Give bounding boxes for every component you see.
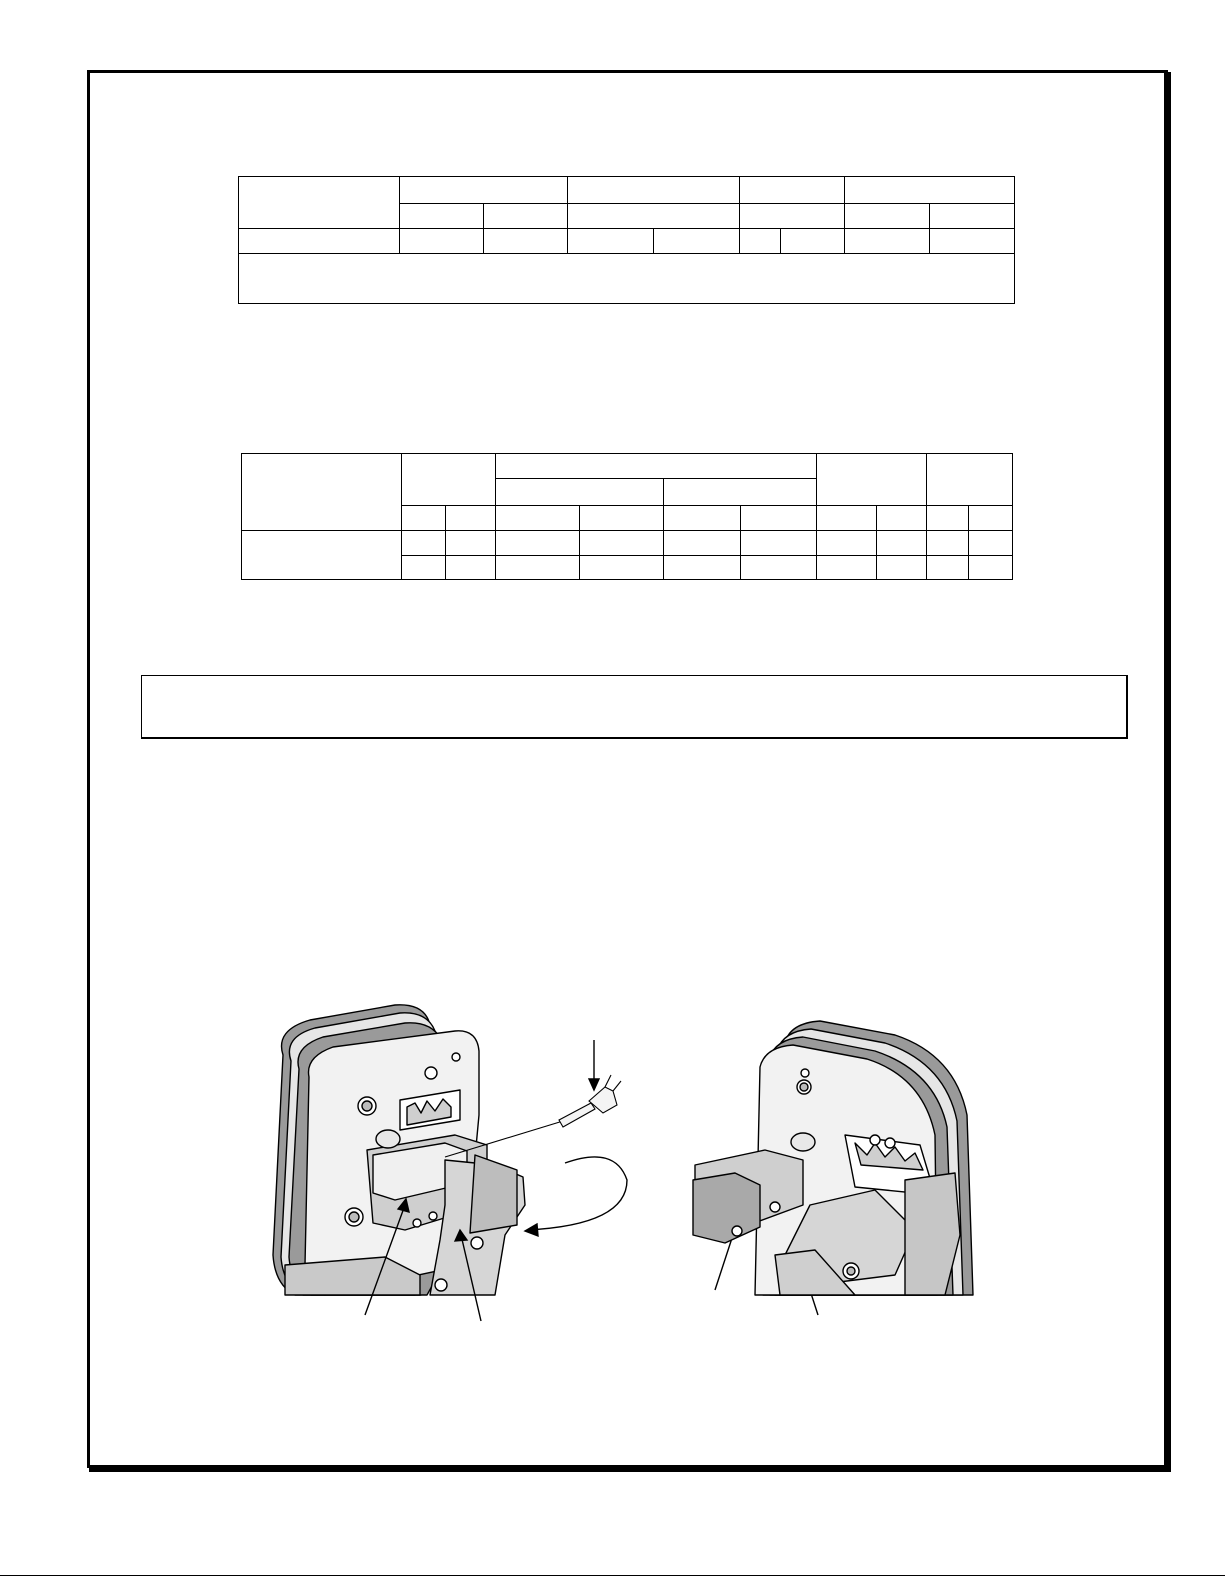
table-row: [239, 177, 1015, 204]
table-cell: [877, 506, 927, 531]
table-cell: [927, 506, 969, 531]
table-cell: [741, 531, 817, 556]
table-cell: [664, 556, 741, 580]
table-cell: [242, 454, 402, 531]
note-box: [141, 675, 1128, 739]
table-cell: [817, 556, 877, 580]
table-row: [242, 454, 1013, 479]
table-cell: [927, 556, 969, 580]
table-cell: [969, 531, 1013, 556]
table-cell: [484, 229, 568, 254]
table-cell: [496, 506, 580, 531]
table-cell: [568, 229, 654, 254]
table-cell: [845, 177, 1015, 204]
table-cell: [817, 506, 877, 531]
table-row: [239, 254, 1015, 304]
table-cell: [654, 229, 740, 254]
table-cell: [817, 454, 927, 506]
table-cell: [740, 204, 845, 229]
table-cell: [664, 506, 741, 531]
page-border-shadow-right: [1164, 72, 1171, 1472]
table-cell: [845, 204, 930, 229]
page-border-shadow-bottom: [89, 1465, 1171, 1472]
table-cell: [845, 229, 930, 254]
table-cell: [496, 531, 580, 556]
table-cell: [580, 506, 664, 531]
right-tool-view: [693, 1021, 973, 1295]
table-cell: [239, 177, 400, 229]
table-cell: [446, 531, 496, 556]
table-cell: [446, 556, 496, 580]
table-note-cell: [239, 254, 1015, 304]
table-cell: [877, 556, 927, 580]
table-cell: [664, 531, 741, 556]
table-cell: [930, 229, 1015, 254]
table-cell: [664, 479, 817, 506]
table-cell: [877, 531, 927, 556]
table-cell: [496, 479, 664, 506]
table-cell: [969, 556, 1013, 580]
spec-table-2: [241, 453, 1013, 580]
table-cell: [740, 177, 845, 204]
table-cell: [239, 229, 400, 254]
table-cell: [402, 531, 446, 556]
table-cell: [580, 556, 664, 580]
crimp-tool-figure: [255, 995, 995, 1340]
table-cell: [446, 506, 496, 531]
table-cell: [400, 229, 484, 254]
table-cell: [740, 229, 781, 254]
left-tool-view: [273, 1005, 525, 1295]
table-cell: [930, 204, 1015, 229]
table-cell: [496, 454, 817, 479]
table-cell: [927, 531, 969, 556]
table-cell: [402, 506, 446, 531]
table-row: [242, 531, 1013, 556]
table-cell: [242, 531, 402, 580]
table-cell: [402, 454, 496, 506]
table-cell: [402, 556, 446, 580]
table-cell: [400, 204, 484, 229]
table-cell: [400, 177, 568, 204]
table-cell: [969, 506, 1013, 531]
table-cell: [496, 556, 580, 580]
table-cell: [568, 204, 740, 229]
table-cell: [781, 229, 845, 254]
page-bottom-rule: [0, 1575, 1225, 1576]
table-cell: [741, 556, 817, 580]
table-cell: [568, 177, 740, 204]
table-row: [239, 229, 1015, 254]
table-cell: [927, 454, 1013, 506]
table-cell: [741, 506, 817, 531]
table-cell: [580, 531, 664, 556]
table-cell: [484, 204, 568, 229]
spec-table-1: [238, 176, 1015, 304]
table-cell: [817, 531, 877, 556]
